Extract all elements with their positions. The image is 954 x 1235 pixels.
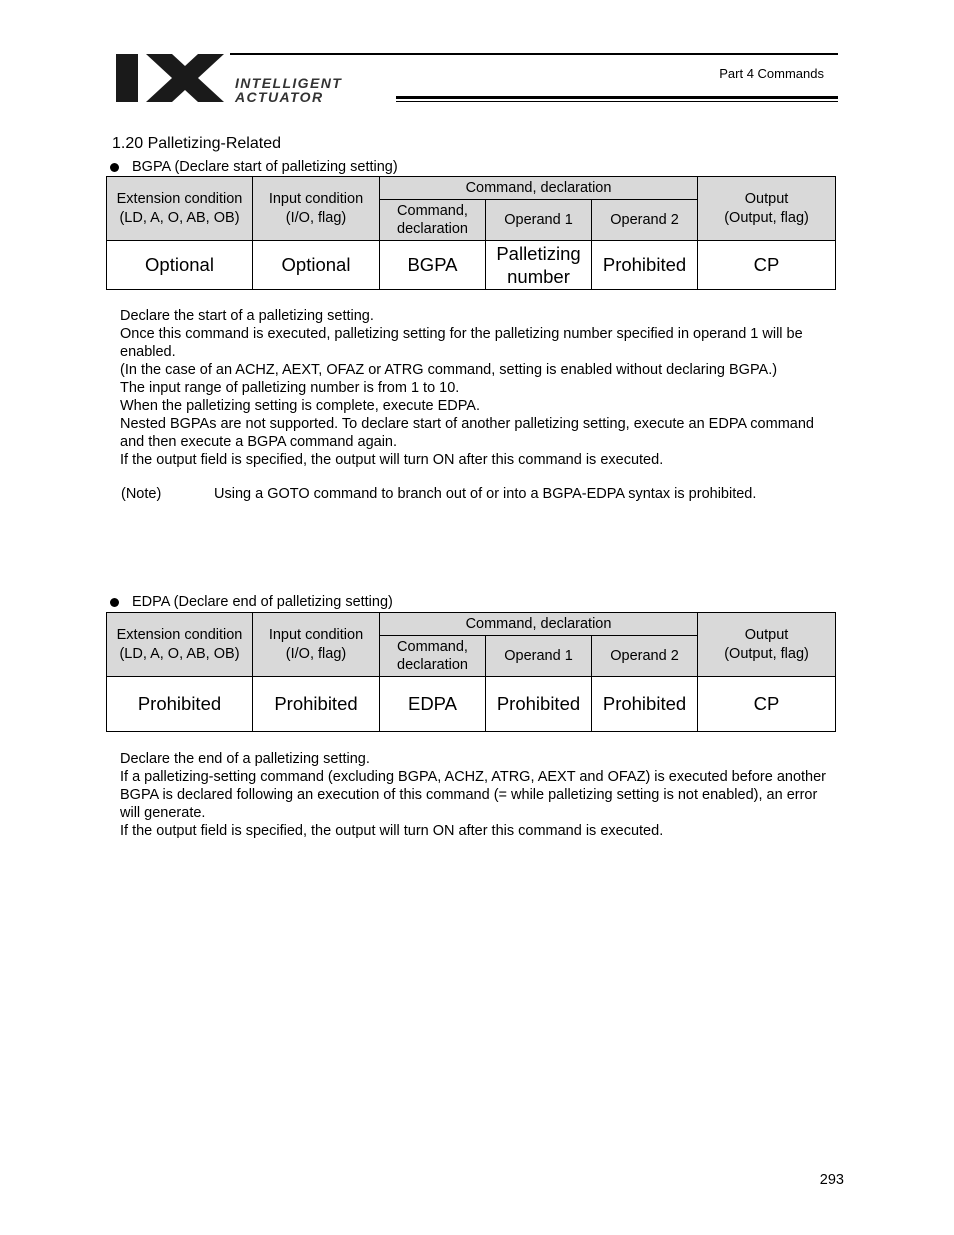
cell-operand-2: Prohibited [592,241,698,290]
col-command: Command, declaration [380,636,486,677]
col-input-condition: Input condition (I/O, flag) [253,177,380,241]
table-row [107,241,836,290]
col-operand-2: Operand 2 [592,200,698,241]
col-command-group: Command, declaration [380,177,698,200]
ix-logo [116,52,396,104]
cell-output: CP [698,677,836,732]
page-number: 293 [819,1172,844,1188]
col-input-condition: Input condition (I/O, flag) [253,613,380,677]
edpa-heading-text: EDPA (Declare end of palletizing setting) [132,594,393,610]
bgpa-table [106,176,836,290]
table-row [107,677,836,732]
paragraph: The input range of palletizing number is from 1 to 10. [120,380,460,396]
cell-command: BGPA [380,241,486,290]
part-label: Part 4 Commands [719,66,824,81]
bgpa-heading [110,159,398,175]
col-extension-condition: Extension condition (LD, A, O, AB, OB) [107,613,253,677]
col-operand-2: Operand 2 [592,636,698,677]
paragraph: (In the case of an ACHZ, AEXT, OFAZ or ATRG command, setting is enabled without declaring BGPA.) [120,362,778,378]
header-rule-bottom-thin [396,101,838,102]
bgpa-heading-text: BGPA (Declare start of palletizing setting) [132,159,398,175]
col-operand-1: Operand 1 [486,636,592,677]
section-title: 1.20 Palletizing-Related [112,135,281,152]
col-extension-condition: Extension condition (LD, A, O, AB, OB) [107,177,253,241]
cell-input: Optional [253,241,380,290]
edpa-table [106,612,836,732]
bullet-icon [110,163,119,172]
cell-operand-2: Prohibited [592,677,698,732]
bgpa-description [120,307,840,469]
cell-extension: Prohibited [107,677,253,732]
header-rule-bottom [396,96,838,99]
paragraph: If the output field is specified, the output will turn ON after this command is executed. [120,823,664,839]
paragraph: Declare the end of a palletizing setting. [120,751,370,767]
edpa-description [120,750,840,840]
col-output: Output (Output, flag) [698,177,836,241]
paragraph: When the palletizing setting is complete, execute EDPA. [120,398,481,414]
paragraph: If a palletizing-setting command (excluding BGPA, ACHZ, ATRG, AEXT and OFAZ) is executed before another BGPA is declared following an execution of this command (= while palletizing setting is not enabled), an error will generate. [120,769,826,821]
header-rule-top [230,53,838,55]
note-text: Using a GOTO command to branch out of or into a BGPA-EDPA syntax is prohibited. [214,486,757,502]
cell-extension: Optional [107,241,253,290]
col-output: Output (Output, flag) [698,613,836,677]
col-operand-1: Operand 1 [486,200,592,241]
edpa-heading [110,594,393,610]
bullet-icon [110,598,119,607]
brand-line2: ACTUATOR [235,89,324,104]
col-command-group: Command, declaration [380,613,698,636]
cell-command: EDPA [380,677,486,732]
bgpa-note [121,486,756,502]
col-command: Command, declaration [380,200,486,241]
brand-line1: INTELLIGENT [235,75,343,91]
paragraph: Once this command is executed, palletizing setting for the palletizing number specified in operand 1 will be enabled. [120,326,803,360]
cell-input: Prohibited [253,677,380,732]
paragraph: Declare the start of a palletizing setting. [120,308,374,324]
paragraph: Nested BGPAs are not supported. To declare start of another palletizing setting, execute an EDPA command and then execute a BGPA command again. [120,416,814,450]
note-label: (Note) [121,486,162,502]
cell-output: CP [698,241,836,290]
cell-operand-1: Prohibited [486,677,592,732]
cell-operand-1: Palletizing number [486,241,592,290]
paragraph: If the output field is specified, the output will turn ON after this command is executed. [120,452,664,468]
